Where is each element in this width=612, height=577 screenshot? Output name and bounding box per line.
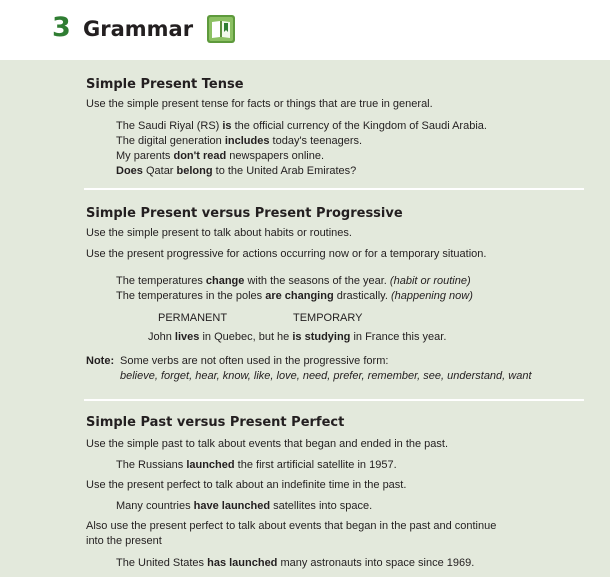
- example-sentence: The Saudi Riyal (RS) is the official currency of the Kingdom of Saudi Arabia.: [116, 120, 487, 132]
- example-sentence: Many countries have launched satellites into space.: [116, 500, 373, 512]
- example-sentence: The temperatures change with the seasons of the year. (habit or routine): [116, 275, 471, 287]
- rule-simple-past: Use the simple past to talk about events that began and ended in the past.: [86, 438, 449, 450]
- example-sentence: John lives in Quebec, but he is studying in France this year.: [148, 331, 447, 343]
- heading-present-vs-progressive: Simple Present versus Present Progressive: [86, 206, 403, 221]
- example-sentence: Does Qatar belong to the United Arab Emirates?: [116, 165, 357, 177]
- rule-present-perfect-continue: Also use the present perfect to talk about events that began in the past and continue: [86, 520, 497, 532]
- rule-simple-present: Use the simple present tense for facts or things that are true in general.: [86, 98, 433, 110]
- book-icon: [206, 14, 236, 44]
- example-sentence: My parents don't read newspapers online.: [116, 150, 325, 162]
- section-divider: [84, 399, 584, 401]
- rule-present-perfect: Use the present perfect to talk about an indefinite time in the past.: [86, 479, 407, 491]
- example-sentence: The digital generation includes today's teenagers.: [116, 135, 363, 147]
- example-sentence: The Russians launched the first artificial satellite in 1957.: [116, 459, 397, 471]
- note-verb-list: believe, forget, hear, know, like, love, need, prefer, remember, see, understand, want: [120, 370, 532, 382]
- section-title: Grammar: [83, 17, 194, 41]
- section-divider: [84, 188, 584, 190]
- example-sentence: The United States has launched many astronauts into space since 1969.: [116, 557, 475, 569]
- column-label-temporary: TEMPORARY: [293, 312, 363, 324]
- example-sentence: The temperatures in the poles are changing drastically. (happening now): [116, 290, 473, 302]
- column-label-permanent: PERMANENT: [158, 312, 228, 324]
- rule-simple-present-habits: Use the simple present to talk about habits or routines.: [86, 227, 352, 239]
- heading-past-vs-perfect: Simple Past versus Present Perfect: [86, 415, 345, 430]
- rule-present-progressive: Use the present progressive for actions occurring now or for a temporary situation.: [86, 248, 487, 260]
- heading-simple-present: Simple Present Tense: [86, 77, 244, 92]
- note-label: Note:: [86, 355, 115, 367]
- note-text: Some verbs are not often used in the progressive form:: [120, 355, 389, 367]
- rule-present-perfect-continue-2: into the present: [86, 535, 162, 547]
- section-number: 3: [52, 12, 71, 43]
- section-header: [0, 0, 612, 60]
